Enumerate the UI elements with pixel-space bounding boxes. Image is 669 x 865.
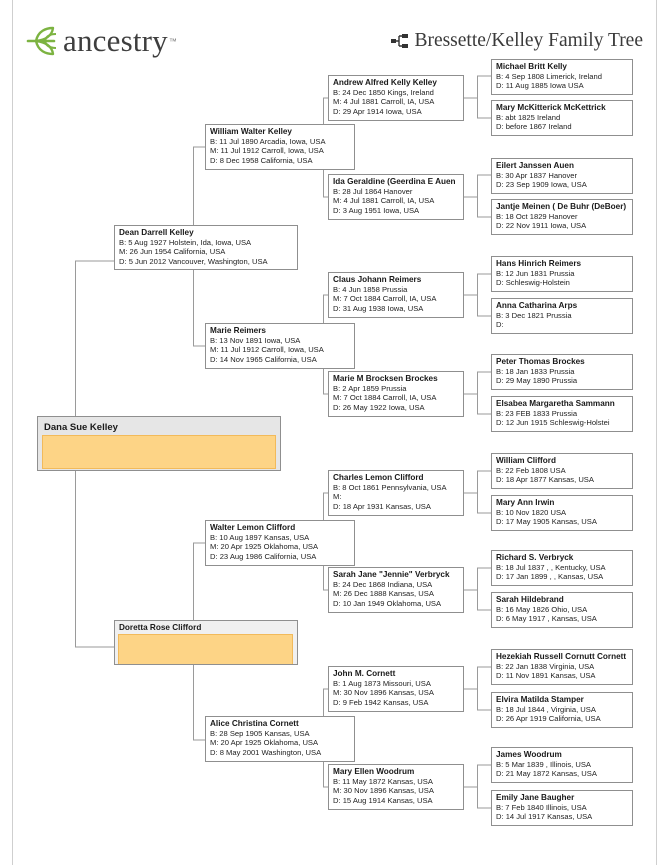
birth-info: B: abt 1825 Ireland bbox=[496, 113, 561, 122]
person-name: Marie Reimers bbox=[210, 326, 266, 335]
death-info: D: 17 Jan 1899 , , Kansas, USA bbox=[496, 572, 604, 582]
death-info: D: 9 Feb 1942 Kansas, USA bbox=[333, 697, 429, 707]
person-card-great-great-grandparent[interactable] bbox=[491, 692, 633, 728]
person-card-great-grandparent[interactable] bbox=[328, 666, 464, 712]
person-card-great-grandparent[interactable] bbox=[328, 764, 464, 810]
person-name: Mary Ellen Woodrum bbox=[333, 767, 415, 776]
person-card-great-great-grandparent[interactable] bbox=[491, 354, 633, 390]
person-name: Ida Geraldine (Geerdina E Auen bbox=[333, 177, 456, 186]
death-info: D: 3 Aug 1951 Iowa, USA bbox=[333, 205, 420, 215]
death-info: D: 18 Apr 1931 Kansas, USA bbox=[333, 501, 431, 511]
marriage-info: M: 20 Apr 1925 Oklahoma, USA bbox=[210, 738, 319, 748]
birth-info: B: 11 May 1872 Kansas, USA bbox=[333, 777, 433, 786]
person-name: John M. Cornett bbox=[333, 669, 396, 678]
birth-info: B: 18 Jan 1833 Prussia bbox=[496, 367, 575, 376]
person-name: Richard S. Verbryck bbox=[496, 553, 574, 562]
death-info: D: Schleswig-Holstein bbox=[496, 278, 570, 288]
person-card-great-great-grandparent[interactable] bbox=[491, 298, 633, 334]
birth-info: B: 12 Jun 1831 Prussia bbox=[496, 269, 575, 278]
person-name: Dana Sue Kelley bbox=[44, 422, 118, 433]
birth-info: B: 18 Jul 1844 , Virginia, USA bbox=[496, 705, 596, 714]
death-info: D: 17 May 1905 Kansas, USA bbox=[496, 517, 597, 527]
marriage-info: M: 26 Dec 1888 Kansas, USA bbox=[333, 589, 434, 599]
person-card-great-grandparent[interactable] bbox=[328, 567, 464, 613]
person-card-great-great-grandparent[interactable] bbox=[491, 790, 633, 826]
redacted-details bbox=[42, 435, 276, 469]
person-name: Hans Hinrich Reimers bbox=[496, 259, 582, 268]
person-card-great-great-grandparent[interactable] bbox=[491, 199, 633, 235]
death-info: D: bbox=[496, 320, 504, 330]
birth-info: B: 2 Apr 1859 Prussia bbox=[333, 384, 407, 393]
birth-info: B: 3 Dec 1821 Prussia bbox=[496, 311, 572, 320]
person-card-father[interactable] bbox=[114, 225, 298, 270]
marriage-info: M: 30 Nov 1896 Kansas, USA bbox=[333, 688, 434, 698]
person-card-root[interactable] bbox=[37, 416, 281, 471]
death-info: D: 10 Jan 1949 Oklahoma, USA bbox=[333, 598, 442, 608]
death-info: D: 22 Nov 1911 Iowa, USA bbox=[496, 221, 587, 231]
death-info: D: 14 Jul 1917 Kansas, USA bbox=[496, 812, 593, 822]
birth-info: B: 22 Jan 1838 Virginia, USA bbox=[496, 662, 595, 671]
death-info: D: 11 Nov 1891 Kansas, USA bbox=[496, 671, 596, 681]
death-info: D: 29 May 1890 Prussia bbox=[496, 376, 578, 386]
person-name: Jantje Meinen ( De Buhr (DeBoer) bbox=[496, 202, 627, 211]
person-name: Michael Britt Kelly bbox=[496, 62, 567, 71]
marriage-info: M: 26 Jun 1954 California, USA bbox=[119, 247, 226, 257]
marriage-info: M: 30 Nov 1896 Kansas, USA bbox=[333, 786, 434, 796]
death-info: D: 8 May 2001 Washington, USA bbox=[210, 747, 322, 757]
person-card-great-great-grandparent[interactable] bbox=[491, 592, 633, 628]
marriage-info: M: 7 Oct 1884 Carroll, IA, USA bbox=[333, 393, 437, 403]
birth-info: B: 5 Mar 1839 , Illinois, USA bbox=[496, 760, 591, 769]
birth-info: B: 18 Oct 1829 Hanover bbox=[496, 212, 578, 221]
birth-info: B: 11 Jul 1890 Arcadia, Iowa, USA bbox=[210, 137, 326, 146]
person-name: Elsabea Margaretha Sammann bbox=[496, 399, 615, 408]
marriage-info: M: 7 Oct 1884 Carroll, IA, USA bbox=[333, 294, 437, 304]
person-card-great-great-grandparent[interactable] bbox=[491, 59, 633, 95]
person-card-great-great-grandparent[interactable] bbox=[491, 453, 633, 489]
birth-info: B: 1 Aug 1873 Missouri, USA bbox=[333, 679, 431, 688]
person-name: Claus Johann Reimers bbox=[333, 275, 422, 284]
person-name: Mary Ann Irwin bbox=[496, 498, 555, 507]
person-name: Anna Catharina Arps bbox=[496, 301, 578, 310]
death-info: D: before 1867 Ireland bbox=[496, 122, 572, 132]
person-card-great-grandparent[interactable] bbox=[328, 75, 464, 121]
birth-info: B: 30 Apr 1837 Hanover bbox=[496, 171, 578, 180]
death-info: D: 15 Aug 1914 Kansas, USA bbox=[333, 795, 433, 805]
death-info: D: 23 Aug 1986 California, USA bbox=[210, 551, 317, 561]
person-name: William Walter Kelley bbox=[210, 127, 292, 136]
person-name: Hezekiah Russell Cornutt Cornett bbox=[496, 652, 627, 661]
person-name: Sarah Hildebrand bbox=[496, 595, 564, 604]
birth-info: B: 7 Feb 1840 Illinois, USA bbox=[496, 803, 587, 812]
birth-info: B: 8 Oct 1861 Pennsylvania, USA bbox=[333, 483, 447, 492]
birth-info: B: 4 Jun 1858 Prussia bbox=[333, 285, 408, 294]
marriage-info: M: 20 Apr 1925 Oklahoma, USA bbox=[210, 542, 319, 552]
death-info: D: 26 May 1922 Iowa, USA bbox=[333, 402, 425, 412]
birth-info: B: 13 Nov 1891 Iowa, USA bbox=[210, 336, 301, 345]
birth-info: B: 22 Feb 1808 USA bbox=[496, 466, 566, 475]
person-card-mother[interactable] bbox=[114, 620, 298, 665]
person-card-great-grandparent[interactable] bbox=[328, 174, 464, 220]
marriage-info: M: bbox=[333, 492, 342, 502]
person-name: Alice Christina Cornett bbox=[210, 719, 299, 728]
marriage-info: M: 4 Jul 1881 Carroll, IA, USA bbox=[333, 196, 435, 206]
person-card-great-grandparent[interactable] bbox=[328, 272, 464, 318]
person-name: Sarah Jane "Jennie" Verbryck bbox=[333, 570, 450, 579]
person-name: William Clifford bbox=[496, 456, 556, 465]
marriage-info: M: 11 Jul 1912 Carroll, Iowa, USA bbox=[210, 345, 324, 355]
person-card-great-great-grandparent[interactable] bbox=[491, 100, 633, 136]
person-card-great-great-grandparent[interactable] bbox=[491, 256, 633, 292]
logo-wordmark: ancestry bbox=[63, 23, 168, 58]
chart-title-text: Bressette/Kelley Family Tree bbox=[414, 30, 643, 51]
death-info: D: 12 Jun 1915 Schleswig-Holstei bbox=[496, 418, 610, 428]
death-info: D: 6 May 1917 , Kansas, USA bbox=[496, 614, 597, 624]
person-card-maternal-grandmother[interactable] bbox=[205, 716, 355, 762]
birth-info: B: 28 Sep 1905 Kansas, USA bbox=[210, 729, 310, 738]
marriage-info: M: 11 Jul 1912 Carroll, Iowa, USA bbox=[210, 146, 324, 156]
person-name: Marie M Brocksen Brockes bbox=[333, 374, 438, 383]
person-card-great-great-grandparent[interactable] bbox=[491, 747, 633, 783]
death-info: D: 29 Apr 1914 Iowa, USA bbox=[333, 106, 422, 116]
birth-info: B: 24 Dec 1868 Indiana, USA bbox=[333, 580, 433, 589]
person-name: Emily Jane Baugher bbox=[496, 793, 575, 802]
person-card-great-great-grandparent[interactable] bbox=[491, 649, 633, 685]
birth-info: B: 4 Sep 1808 Limerick, Ireland bbox=[496, 72, 602, 81]
birth-info: B: 5 Aug 1927 Holstein, Ida, Iowa, USA bbox=[119, 238, 252, 247]
death-info: D: 18 Apr 1877 Kansas, USA bbox=[496, 475, 594, 485]
person-card-great-great-grandparent[interactable] bbox=[491, 158, 633, 194]
person-card-great-grandparent[interactable] bbox=[328, 470, 464, 516]
birth-info: B: 23 FEB 1833 Prussia bbox=[496, 409, 578, 418]
person-name: Peter Thomas Brockes bbox=[496, 357, 585, 366]
death-info: D: 5 Jun 2012 Vancouver, Washington, USA bbox=[119, 256, 268, 266]
marriage-info: M: 4 Jul 1881 Carroll, IA, USA bbox=[333, 97, 435, 107]
death-info: D: 21 May 1872 Kansas, USA bbox=[496, 769, 597, 779]
person-card-maternal-grandfather[interactable] bbox=[205, 520, 355, 566]
death-info: D: 11 Aug 1885 Iowa USA bbox=[496, 81, 584, 91]
person-name: Charles Lemon Clifford bbox=[333, 473, 424, 482]
person-name: Dean Darrell Kelley bbox=[119, 228, 194, 237]
trademark-symbol: ™ bbox=[168, 36, 177, 46]
person-name: Elvira Matilda Stamper bbox=[496, 695, 584, 704]
birth-info: B: 10 Aug 1897 Kansas, USA bbox=[210, 533, 310, 542]
birth-info: B: 10 Nov 1820 USA bbox=[496, 508, 567, 517]
person-card-paternal-grandfather[interactable] bbox=[205, 124, 355, 170]
person-card-great-great-grandparent[interactable] bbox=[491, 396, 633, 432]
redacted-details bbox=[118, 634, 293, 665]
death-info: D: 23 Sep 1909 Iowa, USA bbox=[496, 180, 587, 190]
person-card-paternal-grandmother[interactable] bbox=[205, 323, 355, 369]
person-name: Walter Lemon Clifford bbox=[210, 523, 296, 532]
birth-info: B: 18 Jul 1837 , , Kentucky, USA bbox=[496, 563, 606, 572]
death-info: D: 14 Nov 1965 California, USA bbox=[210, 354, 317, 364]
birth-info: B: 28 Jul 1864 Hanover bbox=[333, 187, 413, 196]
person-card-great-great-grandparent[interactable] bbox=[491, 495, 633, 531]
death-info: D: 26 Apr 1919 California, USA bbox=[496, 714, 601, 724]
birth-info: B: 16 May 1826 Ohio, USA bbox=[496, 605, 588, 614]
person-name: James Woodrum bbox=[496, 750, 562, 759]
person-card-great-grandparent[interactable] bbox=[328, 371, 464, 417]
person-name: Mary McKitterick McKettrick bbox=[496, 103, 606, 112]
birth-info: B: 24 Dec 1850 Kings, Ireland bbox=[333, 88, 434, 97]
person-name: Andrew Alfred Kelly Kelley bbox=[333, 78, 437, 87]
person-name: Eilert Janssen Auen bbox=[496, 161, 574, 170]
death-info: D: 31 Aug 1938 Iowa, USA bbox=[333, 303, 424, 313]
death-info: D: 8 Dec 1958 California, USA bbox=[210, 155, 313, 165]
person-card-great-great-grandparent[interactable] bbox=[491, 550, 633, 586]
person-name: Doretta Rose Clifford bbox=[119, 623, 202, 632]
